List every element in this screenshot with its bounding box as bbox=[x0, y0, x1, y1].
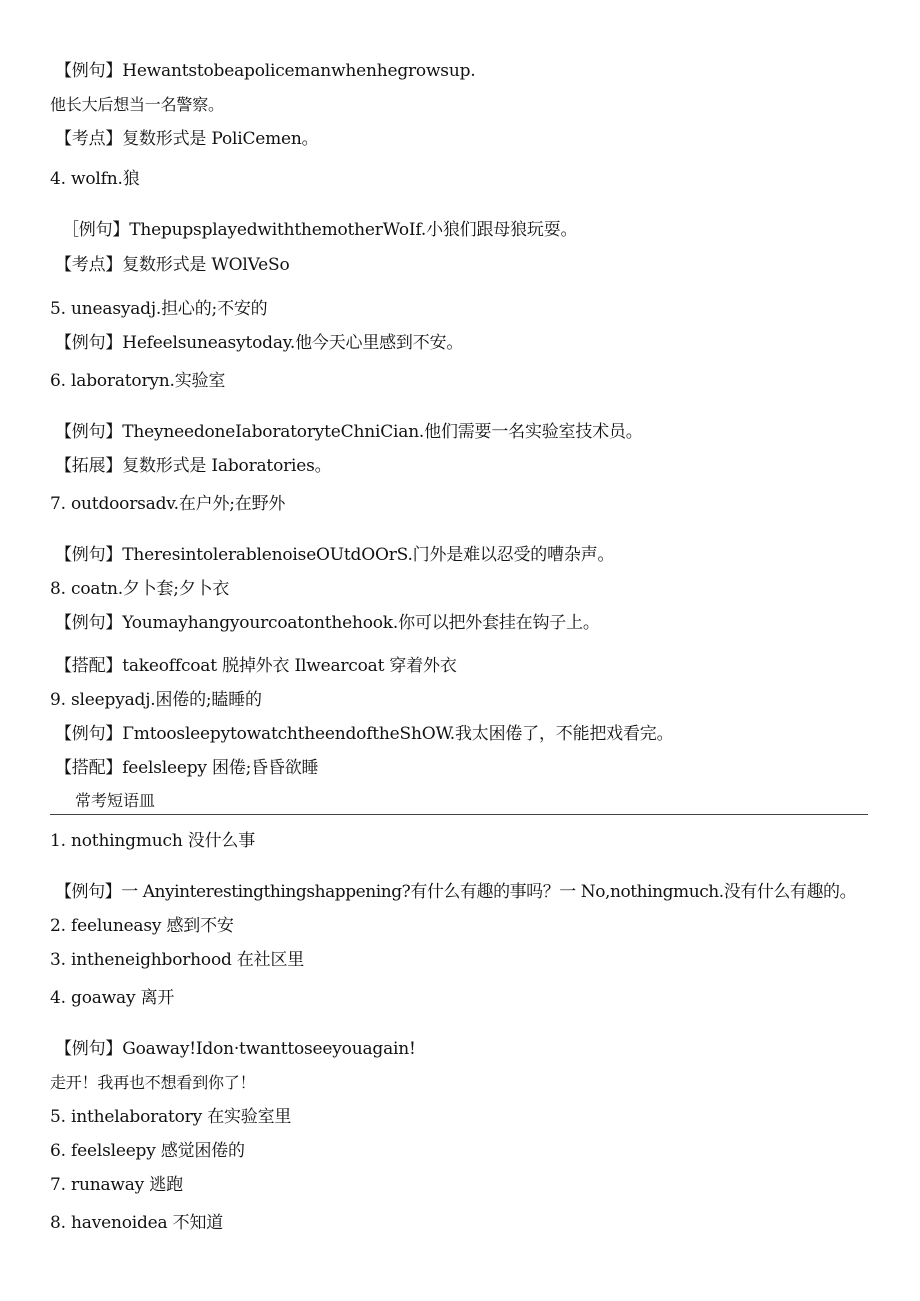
phrase-item-run-away: 7. runaway 逃跑 bbox=[50, 1175, 183, 1195]
phrase-item-feel-sleepy: 6. feelsleepy 感觉困倦的 bbox=[50, 1141, 245, 1161]
vocab-item-laboratory: 6. laboratoryn.实验室 bbox=[50, 371, 226, 391]
phrase-item-nothing-much: 1. nothingmuch 没什么事 bbox=[50, 831, 255, 851]
translation-policeman: 他长大后想当一名警察。 bbox=[50, 95, 224, 114]
example-sentence-nothing-much: 【例句】一 Anyinterestingthingshappening?有什么有趣的事吗？一 No,nothingmuch.没有什么有趣的。 bbox=[55, 882, 857, 902]
section-divider bbox=[50, 814, 868, 815]
example-sentence-wolf: ［例句】ThepupsplayedwiththemotherWoIf.小狼们跟母狼玩耍。 bbox=[62, 220, 578, 240]
example-sentence-go-away: 【例句】Goaway!Idon·twanttoseeyouagain! bbox=[55, 1039, 416, 1059]
phrase-item-in-the-laboratory: 5. inthelaboratory 在实验室里 bbox=[50, 1107, 292, 1127]
example-sentence-uneasy: 【例句】Hefeelsuneasytoday.他今天心里感到不安。 bbox=[55, 333, 464, 353]
example-sentence-sleepy: 【例句】ΓmtoosleepytowatchtheendoftheShOW.我太困倦了，不能把戏看完。 bbox=[55, 724, 674, 744]
example-sentence-outdoors: 【例句】TheresintolerablenoiseOUtdOOrS.门外是难以忍受的嘈杂声。 bbox=[55, 545, 615, 565]
vocab-item-coat: 8. coatn.夕卜套;夕卜衣 bbox=[50, 579, 230, 599]
example-sentence-policeman: 【例句】Hewantstobeapolicemanwhenhegrowsup. bbox=[55, 61, 476, 81]
example-sentence-laboratory: 【例句】TheyneedoneIaboratoryteChniCian.他们需要一名实验室技术员。 bbox=[55, 422, 643, 442]
phrase-item-go-away: 4. goaway 离开 bbox=[50, 988, 175, 1008]
vocab-item-outdoors: 7. outdoorsadv.在户外;在野外 bbox=[50, 494, 286, 514]
example-sentence-coat: 【例句】Youmayhangyourcoatonthehook.你可以把外套挂在钩子上。 bbox=[55, 613, 600, 633]
phrase-item-in-the-neighborhood: 3. intheneighborhood 在社区里 bbox=[50, 950, 305, 970]
phrase-item-have-no-idea: 8. havenoidea 不知道 bbox=[50, 1213, 224, 1233]
translation-go-away: 走开！我再也不想看到你了！ bbox=[50, 1073, 256, 1092]
vocab-item-sleepy: 9. sleepyadj.困倦的;瞌睡的 bbox=[50, 690, 262, 710]
note-wolves-plural: 【考点】复数形式是 WOlVeSo bbox=[55, 255, 290, 275]
collocation-sleepy: 【搭配】feelsleepy 困倦;昏昏欲睡 bbox=[55, 758, 319, 778]
section-heading-common-phrases: 常考短语皿 bbox=[75, 791, 156, 810]
collocation-coat: 【搭配】takeoffcoat 脱掉外衣 Ilwearcoat 穿着外衣 bbox=[55, 656, 457, 676]
extension-laboratories-plural: 【拓展】复数形式是 Iaboratories。 bbox=[55, 456, 332, 476]
note-policemen-plural: 【考点】复数形式是 PoliCemen。 bbox=[55, 129, 319, 149]
vocab-item-uneasy: 5. uneasyadj.担心的;不安的 bbox=[50, 299, 268, 319]
phrase-item-feel-uneasy: 2. feeluneasy 感到不安 bbox=[50, 916, 234, 936]
vocab-item-wolf: 4. wolfn.狼 bbox=[50, 169, 140, 189]
